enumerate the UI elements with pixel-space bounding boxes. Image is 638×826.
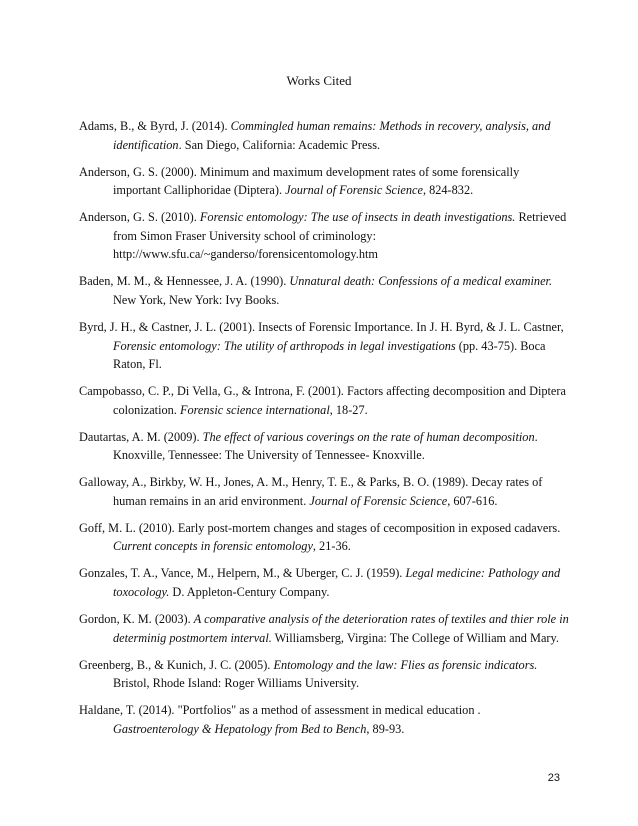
- citation-source: , 824-832.: [422, 183, 474, 198]
- citation-authors: Anderson, G. S. (2010).: [79, 210, 200, 225]
- citation-source: Williamsberg, Virgina: The College of William and Mary.: [271, 630, 559, 645]
- citation-title: Journal of Forensic Science: [285, 183, 423, 198]
- citation-title: Legal medicine: Pathology and toxocology.: [113, 566, 561, 599]
- citation: [79, 382, 569, 419]
- citation-authors: Campobasso, C. P., Di Vella, G., & Introna, F. (2001). Factors affecting decomposition and Diptera colonization.: [79, 384, 566, 417]
- citation: [79, 272, 569, 309]
- citation-source: , 18-27.: [329, 402, 368, 417]
- citation-authors: Goff, M. L. (2010). Early post-mortem changes and stages of cecomposition in exposed cadavers.: [79, 520, 561, 535]
- page-title: Works Cited: [286, 73, 352, 88]
- citation: [79, 208, 569, 264]
- citation-authors: Baden, M. M., & Hennessee, J. A. (1990).: [79, 274, 290, 289]
- citation-source: . San Diego, California: Academic Press.: [178, 137, 381, 152]
- citation-title: A comparative analysis of the deterioration rates of textiles and thier role in determinig postmortem interval.: [113, 611, 569, 645]
- citation: [79, 656, 569, 693]
- citation-title: Current concepts in forensic entomology: [113, 539, 313, 554]
- citation-title: Commingled human remains: Methods in recovery, analysis, and identification: [113, 119, 551, 152]
- citation-source: , 21-36.: [312, 539, 351, 554]
- citation: [79, 163, 569, 200]
- citation-title: Forensic entomology: The use of insects in death investigations.: [199, 210, 516, 225]
- citation-source: (pp. 43-75). Boca Raton, Fl.: [113, 338, 546, 372]
- citation-title: The effect of various coverings on the rate of human decomposition: [202, 429, 535, 444]
- citation-authors: Dautartas, A. M. (2009).: [79, 429, 203, 444]
- citation-authors: Adams, B., & Byrd, J. (2014).: [79, 119, 231, 133]
- citation-title: Gastroenterology & Hepatology from Bed to Bench: [113, 721, 367, 736]
- citation-title: Journal of Forensic Science: [309, 493, 448, 508]
- citation: [79, 519, 569, 556]
- citation: [79, 318, 569, 374]
- citation-source: Bristol, Rhode Island: Roger Williams University.: [113, 676, 360, 691]
- citation-authors: Gonzales, T. A., Vance, M., Helpern, M., & Uberger, C. J. (1959).: [79, 566, 406, 581]
- citation: [79, 117, 569, 154]
- citation: [79, 701, 569, 738]
- citation-authors: Greenberg, B., & Kunich, J. C. (2005).: [79, 657, 274, 672]
- citation-source: , 89-93.: [366, 721, 405, 736]
- citation-source: Retrieved from Simon Fraser University school of criminology: http://www.sfu.ca/~ganderso/forensicentomology.htm: [113, 210, 567, 262]
- citation: [79, 473, 569, 510]
- citation-source: . Knoxville, Tennessee: The University of Tennessee- Knoxville.: [113, 429, 538, 463]
- citation-authors: Anderson, G. S. (2000). Minimum and maximum development rates of some forensically important Calliphoridae (Diptera).: [79, 164, 520, 198]
- citation: [79, 610, 569, 647]
- citation: [79, 428, 569, 465]
- citation-title: Entomology and the law: Flies as forensic indicators.: [273, 657, 538, 672]
- page-number: 23: [547, 772, 560, 784]
- works-cited-list: [79, 117, 569, 747]
- citation-source: New York, New York: Ivy Books.: [113, 292, 280, 307]
- citation-title: Unnatural death: Confessions of a medical examiner.: [289, 274, 553, 289]
- citation-authors: Gordon, K. M. (2003).: [79, 611, 194, 626]
- citation-authors: Galloway, A., Birkby, W. H., Jones, A. M., Henry, T. E., & Parks, B. O. (1989). Decay rates of human remains in an arid environment.: [79, 475, 543, 508]
- citation-source: D. Appleton-Century Company.: [169, 584, 330, 599]
- citation-authors: Haldane, T. (2014). "Portfolios" as a method of assessment in medical education .: [79, 703, 481, 718]
- citation-source: , 607-616.: [447, 493, 498, 508]
- citation-authors: Byrd, J. H., & Castner, J. L. (2001). Insects of Forensic Importance. In J. H. Byrd, & J. L. Castner,: [79, 319, 564, 334]
- citation: [79, 564, 569, 601]
- citation-title: Forensic entomology: The utility of arthropods in legal investigations: [113, 338, 456, 353]
- citation-title: Forensic science international: [179, 402, 330, 417]
